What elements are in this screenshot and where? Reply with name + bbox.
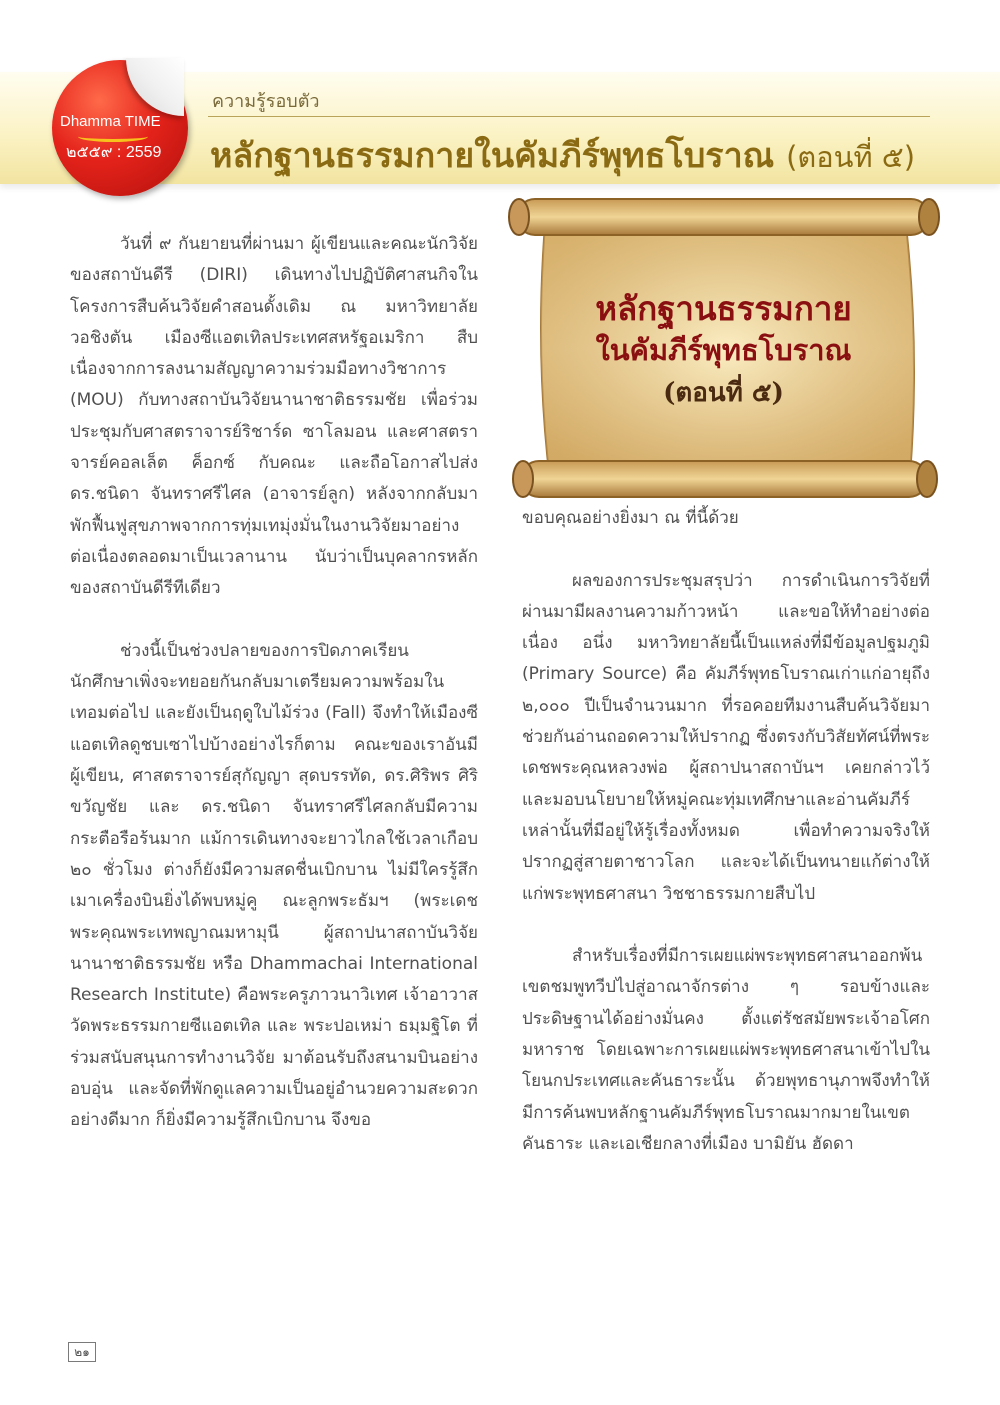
paragraph: ช่วงนี้เป็นช่วงปลายของการปิดภาคเรียน นักศึกษาเพิ่งจะทยอยกันกลับมาเตรียมความพร้อมในเทอมต่อไป และยังเป็นฤดูใบไม้ร่วง (Fall) จึงทำให้เมืองซีแอตเทิลดูชบเซาไปบ้างอย่างไรก็ตาม คณะของเราอันมี ผู้เขียน, ศาสตราจารย์สุกัญญา สุดบรรทัด, ดร.ศิริพร ศิริขวัญชัย และ ดร.ชนิดา จันทราศรีไศลกลับมีความกระตือรือร้นมาก แม้การเดินทางจะยาวไกลใช้เวลาเกือบ ๒๐ ชั่วโมง ต่างก็ยังมีความสดชื่นเบิกบาน ไม่มีใครรู้สึกเมาเครื่องบินยิ่งได้พบหมู่คู ณะลูกพระธัมฯ (พระเดชพระคุณพระเทพญาณมหามุนี ผู้สถาปนาสถาบันวิจัยนานาชาติธรรมชัย หรือ Dhammachai International Research Institute) คือพระครูภาวนาวิเทศ เจ้าอาวาสวัดพระธรรมกายซีแอตเทิล และ พระปอเหม่า ธมฺมฐิโต ที่ร่วมสนับสนุนการทำงานวิจัย มาต้อนรับถึงสนามบินอย่างอบอุ่น และจัดที่พักดูแลความเป็นอยู่อำนวยความสะดวกอย่างดีมาก ก็ยิ่งมีความรู้สึกเบิกบาน จึงขอ	[70, 640, 478, 1131]
left-column	[70, 229, 478, 1168]
scroll-line-3: (ตอนที่ ๕)	[663, 378, 784, 408]
paragraph: วันที่ ๙ กันยายนที่ผ่านมา ผู้เขียนและคณะนักวิจัยของสถาบันดีรี (DIRI) เดินทางไปปฏิบัติศาสนกิจในโครงการสืบค้นวิจัยคำสอนดั้งเดิม ณ มหาวิทยาลัยวอชิงตัน เมืองซีแอตเทิลประเทศสหรัฐอเมริกา สืบเนื่องจากการลงนามสัญญาความร่วมมือทางวิชาการ (MOU) กับทางสถาบันวิจัยนานาชาติธรรมชัย เพื่อร่วมประชุมกับศาสตราจารย์ริชาร์ด ซาโลมอน และศาสตราจารย์คอลเล็ต ค็อกซ์ กับคณะ และถือโอกาสไปส่งดร.ชนิดา จันทราศรีไศล (อาจารย์ลูก) หลังจากกลับมาพักฟื้นฟูสุขภาพจากการทุ่มเทมุ่งมั่นในงานวิจัยมาอย่างต่อเนื่องตลอดมาเป็นเวลานาน นับว่าเป็นบุคลากรหลักของสถาบันดีรีทีเดียว	[70, 234, 478, 599]
badge-year: ๒๕๕๙ : 2559	[66, 144, 162, 161]
section-kicker: ความรู้รอบตัว	[212, 91, 320, 112]
scroll-line-2: ในคัมภีร์พุทธโบราณ	[595, 333, 852, 367]
page-title	[210, 128, 915, 182]
scroll-line-1: หลักฐานธรรมกาย	[595, 289, 852, 328]
page-title-main: หลักฐานธรรมกายในคัมภีร์พุทธโบราณ	[210, 136, 775, 176]
header-divider	[208, 116, 930, 117]
paragraph: ผลของการประชุมสรุปว่า การดำเนินการวิจัยที่ผ่านมามีผลงานความก้าวหน้า และขอให้ทำอย่างต่อเนื่อง อนึ่ง มหาวิทยาลัยนี้เป็นแหล่งที่มีข้อมูลปฐมภูมิ (Primary Source) คือ คัมภีร์พุทธโบราณเก่าแก่อายุถึง ๒,๐๐๐ ปีเป็นจำนวนมาก ที่รอคอยทีมงานสืบค้นวิจัยมาช่วยกันอ่านถอดความให้ปรากฏ ซึ่งตรงกับวิสัยทัศน์ที่พระเดชพระคุณหลวงพ่อ ผู้สถาปนาสถาบันฯ เคยกล่าวไว้ และมอบนโยบายให้หมู่คณะทุ่มเทศึกษาและอ่านคัมภีร์เหล่านั้นที่มีอยู่ให้รู้เรื่องทั้งหมด เพื่อทำความจริงให้ปรากฏสู่สายตาชาวโลก และจะได้เป็นทนายแก้ต่างให้แก่พระพุทธศาสนา วิชชาธรรมกายสืบไป	[522, 570, 930, 904]
paragraph: สำหรับเรื่องที่มีการเผยแผ่พระพุทธศาสนาออกพ้นเขตชมพูทวีปไปสู่อาณาจักรต่าง ๆ รอบข้างและประดิษฐานได้อย่างมั่นคง ตั้งแต่รัชสมัยพระเจ้าอโศกมหาราช โดยเฉพาะการเผยแผ่พระพุทธศาสนาเข้าไปในโยนกประเทศและคันธาระนั้น ด้วยพุทธานุภาพจึงทำให้ มีการค้นพบหลักฐานคัมภีร์พุทธโบราณมากมายในเขตคันธาระ และเอเชียกลางที่เมือง บามิยัน ฮัดดา	[522, 946, 930, 1154]
right-column	[522, 503, 930, 1192]
paragraph: ขอบคุณอย่างยิ่งมา ณ ที่นี้ด้วย	[522, 508, 739, 528]
page-title-part: (ตอนที่ ๕)	[786, 140, 916, 174]
badge-title: Dhamma TIME	[60, 113, 161, 130]
page-number: ๒๑	[68, 1342, 96, 1362]
